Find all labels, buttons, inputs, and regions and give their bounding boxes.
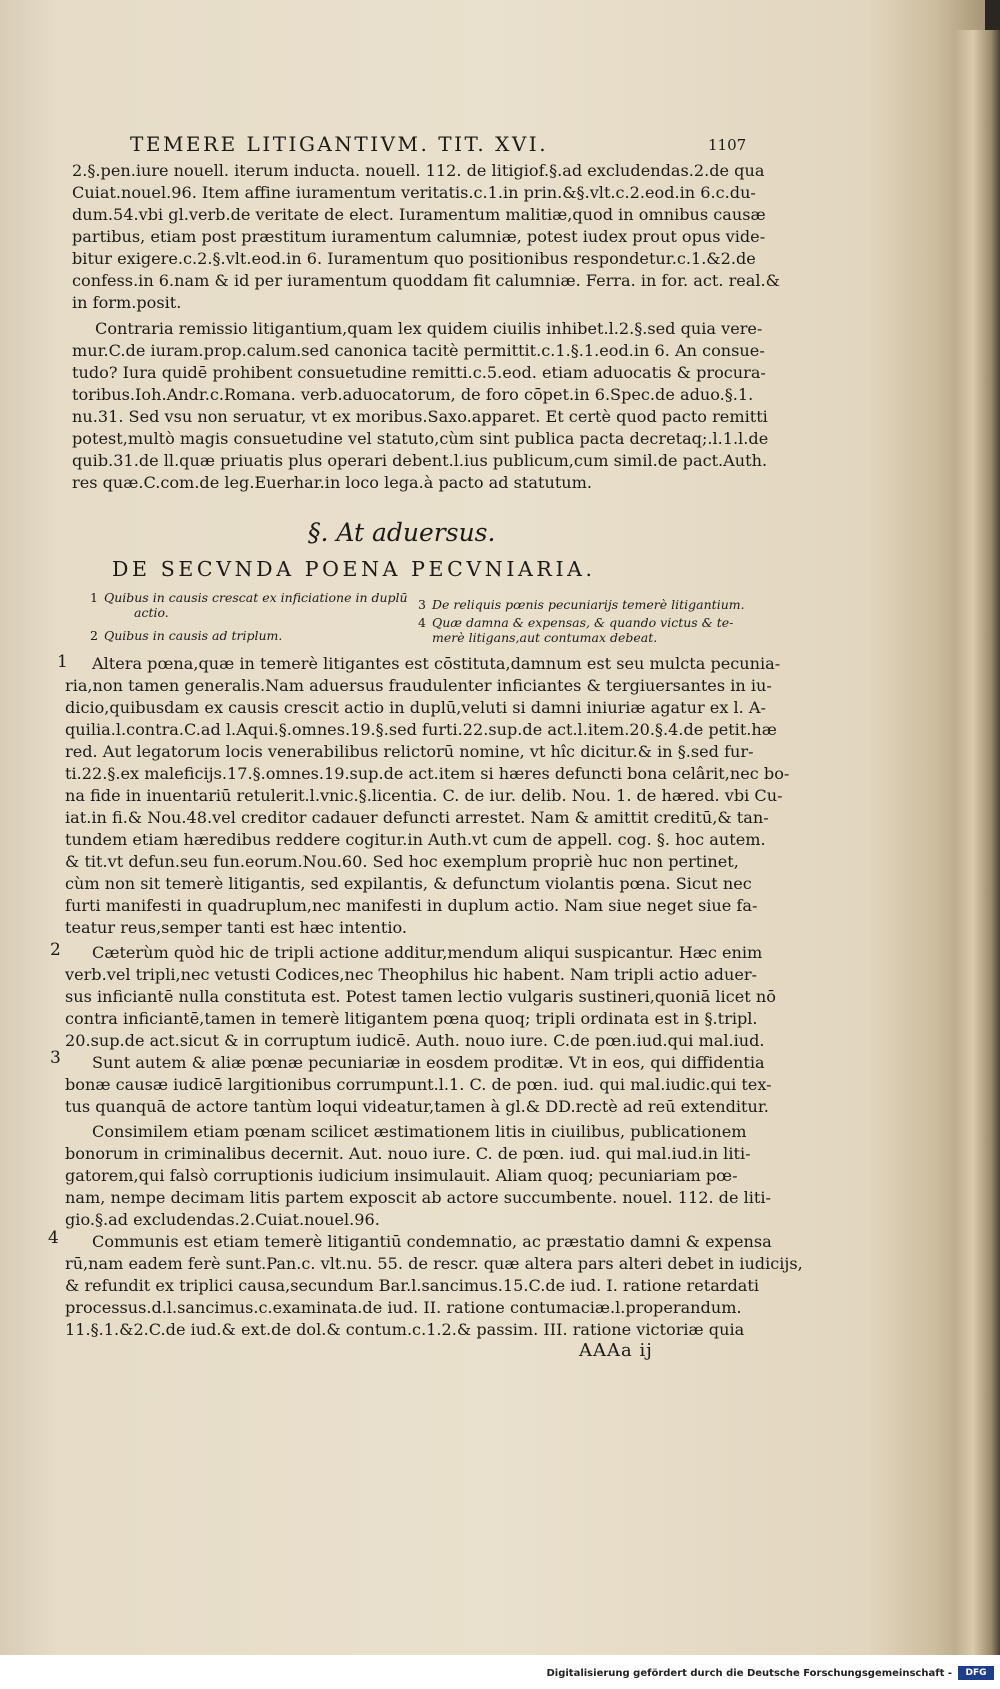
text-line: rū,nam eadem ferè sunt.Pan.c. vlt.nu. 55. de rescr. quæ altera pars alteri debet in iudicijs, (65, 1254, 803, 1273)
summary-item (90, 590, 408, 620)
text-line: confess.in 6.nam & id per iuramentum quoddam fit calumniæ. Ferra. in for. act. real.& (72, 271, 780, 290)
text-line: Consimilem etiam pœnam scilicet æstimationem litis in ciuilibus, publicationem (92, 1122, 747, 1141)
text-line: tudo? Iura quidē prohibent consuetudine remitti.c.5.eod. etiam aduocatis & procura- (72, 363, 766, 382)
text-line: Cuiat.nouel.96. Item affine iuramentum veritatis.c.1.in prin.&§.vlt.c.2.eod.in 6.c.du- (72, 183, 756, 202)
text-line: gio.§.ad excludendas.2.Cuiat.nouel.96. (65, 1210, 380, 1229)
summary-number: 4 (418, 615, 426, 630)
margin-number: 4 (48, 1228, 59, 1248)
margin-number: 2 (50, 940, 61, 960)
text-line: cùm non sit temerè litigantis, sed expilantis, & defunctum violantis pœna. Sicut nec (65, 874, 752, 893)
text-line: tundem etiam hæredibus reddere cogitur.in Auth.vt cum de appell. cog. §. hoc autem. (65, 830, 766, 849)
text-line: Cæterùm quòd hic de tripli actione additur,mendum aliqui suspicantur. Hæc enim (92, 943, 763, 962)
text-line: potest,multò magis consuetudine vel statuto,cùm sint publica pacta decretaq;.l.1.l.de (72, 429, 769, 448)
text-line: 11.§.1.&2.C.de iud.& ext.de dol.& contum.c.1.2.& passim. III. ratione victoriæ quia (65, 1320, 745, 1339)
summary-text: Quæ damna & expensas, & quando victus & te- (431, 615, 734, 630)
section-heading: §. At aduersus. (308, 518, 496, 547)
text-line: bonorum in criminalibus decernit. Aut. nouo iure. C. de pœn. iud. qui mal.iud.in liti- (65, 1144, 751, 1163)
text-line: Communis est etiam temerè litigantiū condemnatio, ac præstatio damni & expensa (92, 1232, 772, 1251)
text-line: verb.vel tripli,nec vetusti Codices,nec Theophilus hic habent. Nam tripli actio aduer- (65, 965, 757, 984)
summary-text: Quibus in causis crescat ex inficiatione in duplū (103, 590, 408, 605)
text-line: & tit.vt defun.seu fun.eorum.Nou.60. Sed hoc exemplum propriè huc non pertinet, (65, 852, 739, 871)
page-edge (955, 30, 1000, 1655)
text-line: gatorem,qui falsò corruptionis iudicium insimulauit. Aliam quoq; pecuniariam pœ- (65, 1166, 738, 1185)
text-line: 2.§.pen.iure nouell. iterum inducta. nouell. 112. de litigiof.§.ad excludendas.2.de qua (72, 161, 765, 180)
summary-item (418, 597, 745, 612)
text-line: teatur reus,semper tanti est hæc intentio. (65, 918, 408, 937)
text-line: quilia.l.contra.C.ad l.Aqui.§.omnes.19.§.sed furti.22.sup.de act.l.item.20.§.4.de petit.hæ (65, 720, 777, 739)
text-line: Contraria remissio litigantium,quam lex quidem ciuilis inhibet.l.2.§.sed quia vere- (95, 319, 763, 338)
footer-credit: Digitalisierung gefördert durch die Deutsche Forschungsgemeinschaft - (546, 1668, 952, 1679)
summary-text: Quibus in causis ad triplum. (103, 628, 283, 643)
text-line: ria,non tamen generalis.Nam aduersus fraudulenter inficiantes & tergiuersantes in iu- (65, 676, 772, 695)
summary-text: De reliquis pœnis pecuniarijs temerè litigantium. (431, 597, 745, 612)
running-head: TEMERE LITIGANTIVM. TIT. XVI. (130, 132, 549, 156)
text-line: bitur exigere.c.2.§.vlt.eod.in 6. Iuramentum quo positionibus respondetur.c.1.&2.de (72, 249, 756, 268)
summary-number: 1 (90, 590, 98, 605)
text-line: partibus, etiam post præstitum iuramentum calumniæ, potest iudex prout opus vide- (72, 227, 766, 246)
text-line: furti manifesti in quadruplum,nec manifesti in duplum actio. Nam siue neget siue fa- (65, 896, 758, 915)
text-line: red. Aut legatorum locis venerabilibus relictorū nomine, vt hîc dicitur.& in §.sed fur- (65, 742, 754, 761)
text-line: ti.22.§.ex maleficijs.17.§.omnes.19.sup.de act.item si hæres defuncti bona celârit,nec bo- (65, 764, 790, 783)
section-title: DE SECVNDA POENA PECVNIARIA. (112, 557, 596, 581)
text-line: Altera pœna,quæ in temerè litigantes est cōstituta,damnum est seu mulcta pecunia- (92, 654, 781, 673)
dfg-logo: DFG (958, 1666, 994, 1680)
text-line: mur.C.de iuram.prop.calum.sed canonica tacitè permittit.c.1.§.1.eod.in 6. An consue- (72, 341, 765, 360)
text-line: quib.31.de ll.quæ priuatis plus operari debent.l.ius publicum,cum simil.de pact.Auth. (72, 451, 768, 470)
margin-number: 1 (57, 652, 68, 672)
text-line: sus inficiantē nulla constituta est. Potest tamen lectio vulgaris sustineri,quoniā licet nō (65, 987, 776, 1006)
text-line: nu.31. Sed vsu non seruatur, vt ex moribus.Saxo.apparet. Et certè quod pacto remitti (72, 407, 768, 426)
text-line: res quæ.C.com.de leg.Euerhar.in loco lega.à pacto ad statutum. (72, 473, 593, 492)
text-line: in form.posit. (72, 293, 182, 312)
text-line: processus.d.l.sancimus.c.examinata.de iud. II. ratione contumaciæ.l.properandum. (65, 1298, 742, 1317)
text-line: 20.sup.de act.sicut & in corruptum iudicē. Auth. nouo iure. C.de pœn.iud.qui mal.iud. (65, 1031, 765, 1050)
text-line: na fide in inuentariū retulerit.l.vnic.§.licentia. C. de iur. delib. Nou. 1. de hæred. vbi Cu- (65, 786, 783, 805)
catchword: AAAa ij (579, 1340, 653, 1361)
summary-text: merè litigans,aut contumax debeat. (432, 630, 658, 645)
text-line: Sunt autem & aliæ pœnæ pecuniariæ in eosdem proditæ. Vt in eos, qui diffidentia (92, 1053, 765, 1072)
text-line: & refundit ex triplici causa,secundum Bar.l.sancimus.15.C.de iud. I. ratione retardati (65, 1276, 760, 1295)
summary-number: 3 (418, 597, 426, 612)
summary-number: 2 (90, 628, 98, 643)
margin-number: 3 (50, 1048, 61, 1068)
text-line: iat.in fi.& Nou.48.vel creditor cadauer defuncti arrestet. Nam & amittit creditū,& tan- (65, 808, 769, 827)
summary-item (418, 615, 733, 645)
summary-text: actio. (134, 605, 169, 620)
text-line: nam, nempe decimam litis partem exposcit ab actore succumbente. nouel. 112. de liti- (65, 1188, 771, 1207)
text-line: toribus.Ioh.Andr.c.Romana. verb.aduocatorum, de foro cōpet.in 6.Spec.de aduo.§.1. (72, 385, 754, 404)
text-line: dicio,quibusdam ex causis crescit actio in duplū,veluti si damni iniuriæ agatur ex l. A- (65, 698, 766, 717)
text-line: dum.54.vbi gl.verb.de veritate de elect. Iuramentum malitiæ,quod in omnibus causæ (72, 205, 766, 224)
page-number: 1107 (708, 136, 747, 154)
summary-item (90, 628, 282, 643)
text-line: tus quanquā de actore tantùm loqui videatur,tamen à gl.& DD.rectè ad reū extenditur. (65, 1097, 769, 1116)
text-line: contra inficiantē,tamen in temerè litigantem pœna quoq; tripli ordinata est in §.tripl. (65, 1009, 758, 1028)
text-line: bonæ causæ iudicē largitionibus corrumpunt.l.1. C. de pœn. iud. qui mal.iudic.qui tex- (65, 1075, 772, 1094)
